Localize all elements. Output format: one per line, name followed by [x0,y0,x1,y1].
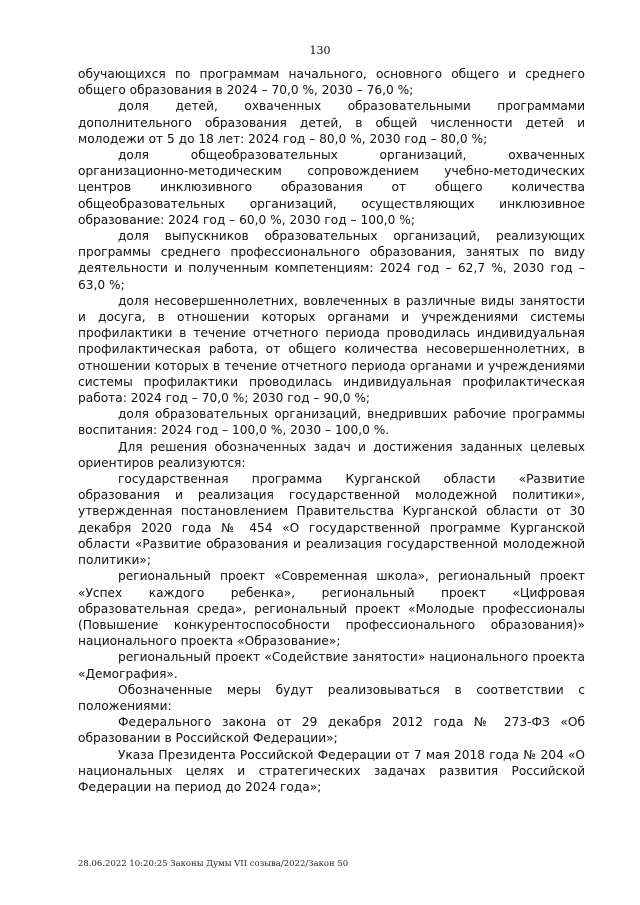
paragraph: обучающихся по программам начального, основного общего и среднего общего образования в 2024 – 70,0 %, 2030 – 76,0 %; [78,67,585,98]
paragraph: Федерального закона от 29 декабря 2012 года № 273-ФЗ «Об образовании в Российской Федерации»; [78,715,585,746]
paragraph: Обозначенные меры будут реализовываться в соответствии с положениями: [78,682,585,713]
paragraph: доля детей, охваченных образовательными программами дополнительного образования детей, в общей численности детей и молодежи от 5 до 18 лет: 2024 год – 80,0 %, 2030 год – 80,0 %; [78,99,585,146]
paragraph: Указа Президента Российской Федерации от 7 мая 2018 года № 204 «О национальных целях и стратегических задачах развития Российской Федерации на период до 2024 года»; [78,747,585,794]
paragraph: государственная программа Курганской области «Развитие образования и реализация государственной молодежной политики», утвержденная постановлением Правительства Курганской области от 30 декабря 2020 года № 454 «О государственной программе Курганской области «Развитие образования и реализация государственной молодежной политики»; [78,472,585,568]
paragraph: доля общеобразовательных организаций, охваченных организационно-методическим сопровождением учебно-методических центров инклюзивного образования от общего количества общеобразовательных организаций, осуществляющих инклюзивное образование: 2024 год – 60,0 %, 2030 год – 100,0 %; [78,148,585,227]
paragraph: региональный проект «Содействие занятости» национального проекта «Демография». [78,650,585,681]
paragraph: региональный проект «Современная школа», региональный проект «Успех каждого ребенка», региональный проект «Цифровая образовательная среда», региональный проект «Молодые профессионалы (Повышение конкурентоспособности профессионального образования)» национального проекта «Образование»; [78,569,585,649]
document-body [78,66,585,795]
paragraph: доля несовершеннолетних, вовлеченных в различные виды занятости и досуга, в отношении которых органами и учреждениями системы профилактики в течение отчетного периода проводилась индивидуальная профилактическая работа, от общего количества несовершеннолетних, в отношении которых в течение отчетного периода органами и учреждениями системы профилактики проводилась индивидуальная профилактическая работа: 2024 год – 70,0 %; 2030 год – 90,0 %; [78,293,585,406]
page-number: 130 [309,44,331,57]
paragraph: доля выпускников образовательных организаций, реализующих программы среднего профессионального образования, занятых по виду деятельности и полученным компетенциям: 2024 год – 62,7 %, 2030 год – 63,0 %; [78,229,585,292]
paragraph: доля образовательных организаций, внедривших рабочие программы воспитания: 2024 год – 100,0 %, 2030 – 100,0 %. [78,407,585,438]
paragraph: Для решения обозначенных задач и достижения заданных целевых ориентиров реализуются: [78,439,585,470]
document-footer: 28.06.2022 10:20:25 Законы Думы VII созыва/2022/Закон 50 [78,859,349,869]
